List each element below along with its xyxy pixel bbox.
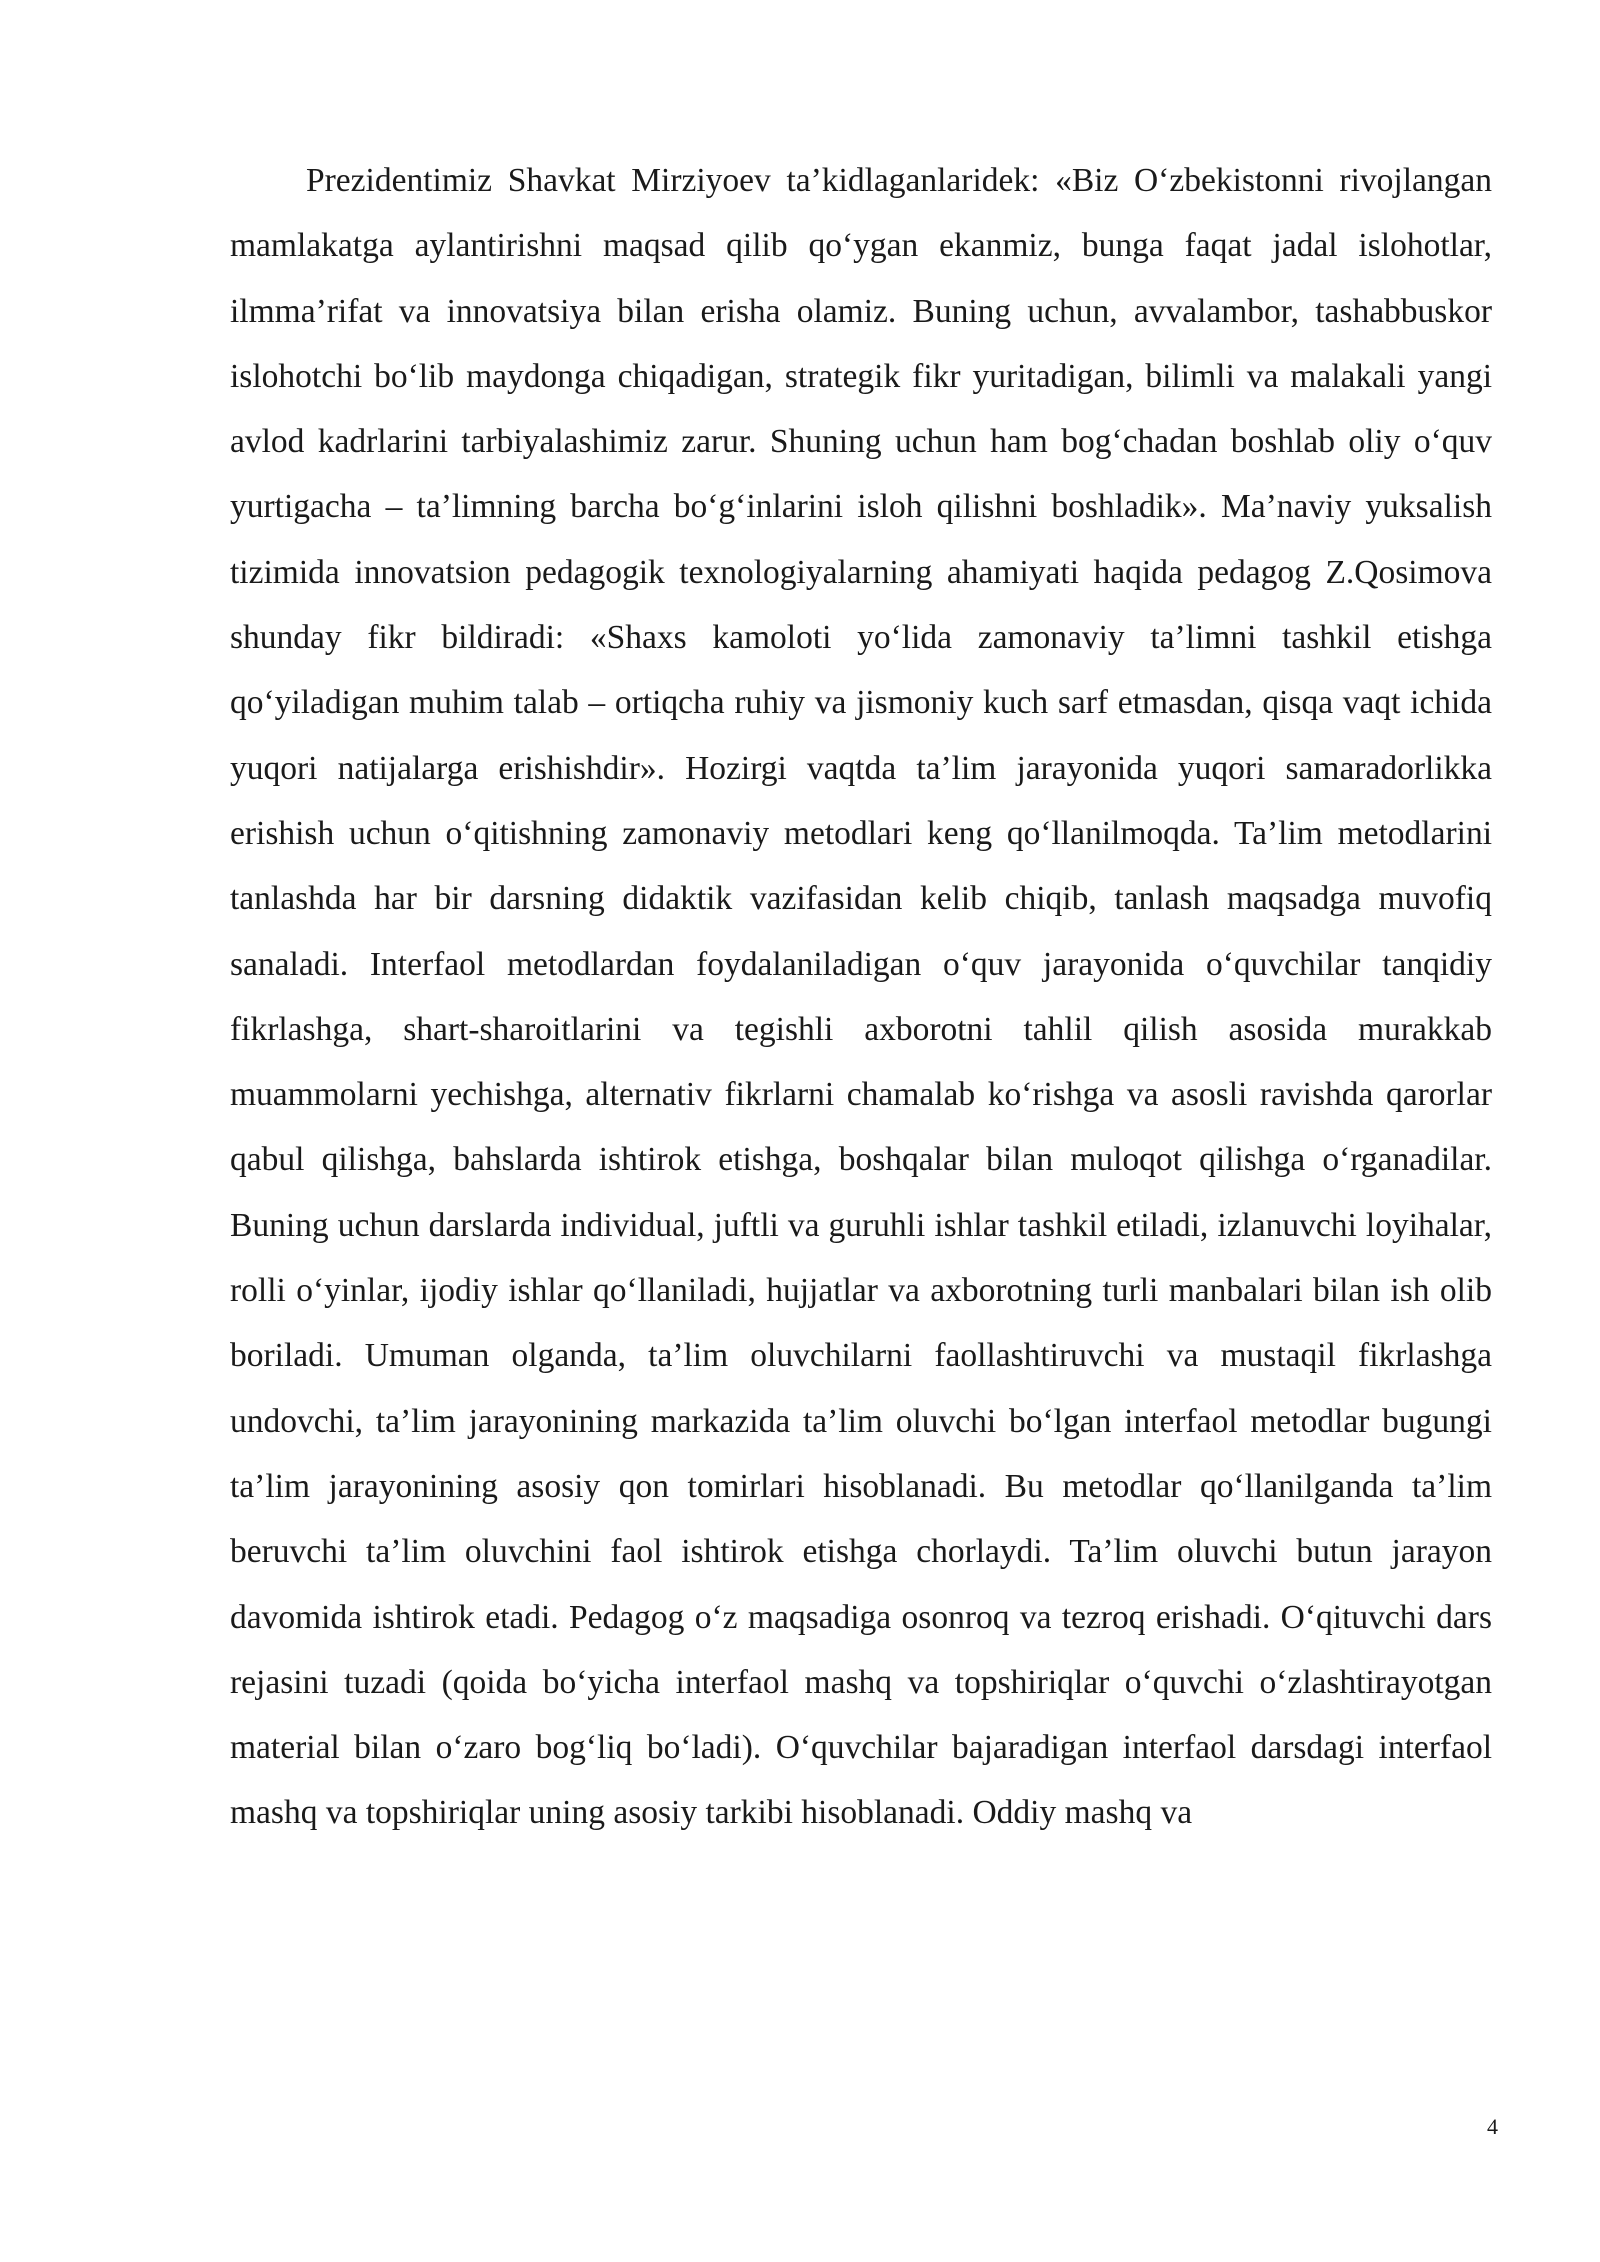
page-number: 4 xyxy=(1487,2114,1498,2139)
body-paragraph: Prezidentimiz Shavkat Mirziyoev ta’kidlaganlaridek: «Biz O‘zbekistonni rivojlangan mamlakatga aylantirishni maqsad qilib qo‘ygan ekanmiz, bunga faqat jadal islohotlar, ilmma’rifat va innovatsiya bilan erisha olamiz. Buning uchun, avvalambor, tashabbuskor islohotchi bo‘lib maydonga chiqadigan, strategik fikr yuritadigan, bilimli va malakali yangi avlod kadrlarini tarbiyalashimiz zarur. Shuning uchun ham bog‘chadan boshlab oliy o‘quv yurtigacha – ta’limning barcha bo‘g‘inlarini isloh qilishni boshladik». Ma’naviy yuksalish tizimida innovatsion pedagogik texnologiyalarning ahamiyati haqida pedagog Z.Qosimova shunday fikr bildiradi: «Shaxs kamoloti yo‘lida zamonaviy ta’limni tashkil etishga qo‘yiladigan muhim talab – ortiqcha ruhiy va jismoniy kuch sarf etmasdan, qisqa vaqt ichida yuqori natijalarga erishishdir». Hozirgi vaqtda ta’lim jarayonida yuqori samaradorlikka erishish uchun o‘qitishning zamonaviy metodlari keng qo‘llanilmoqda. Ta’lim metodlarini tanlashda har bir darsning didaktik vazifasidan kelib chiqib, tanlash maqsadga muvofiq sanaladi. Interfaol metodlardan foydalaniladigan o‘quv jarayonida o‘quvchilar tanqidiy fikrlashga, shart-sharoitlarini va tegishli axborotni tahlil qilish asosida murakkab muammolarni yechishga, alternativ fikrlarni chamalab ko‘rishga va asosli ravishda qarorlar qabul qilishga, bahslarda ishtirok etishga, boshqalar bilan muloqot qilishga o‘rganadilar. Buning uchun darslarda individual, juftli va guruhli ishlar tashkil etiladi, izlanuvchi loyihalar, rolli o‘yinlar, ijodiy ishlar qo‘llaniladi, hujjatlar va axborotning turli manbalari bilan ish olib boriladi. Umuman olganda, ta’lim oluvchilarni faollashtiruvchi va mustaqil fikrlashga undovchi, ta’lim jarayonining markazida ta’lim oluvchi bo‘lgan interfaol metodlar bugungi ta’lim jarayonining asosiy qon tomirlari hisoblanadi. Bu metodlar qo‘llanilganda ta’lim beruvchi ta’lim oluvchini faol ishtirok etishga chorlaydi. Ta’lim oluvchi butun jarayon davomida ishtirok etadi. Pedagog o‘z maqsadiga osonroq va tezroq erishadi. O‘qituvchi dars rejasini tuzadi (qoida bo‘yicha interfaol mashq va topshiriqlar o‘quvchi o‘zlashtirayotgan material bilan o‘zaro bog‘liq bo‘ladi). O‘quvchilar bajaradigan interfaol darsdagi interfaol mashq va topshiriqlar uning asosiy tarkibi hisoblanadi. Oddiy mashq va xyxy=(230,162,1492,1832)
